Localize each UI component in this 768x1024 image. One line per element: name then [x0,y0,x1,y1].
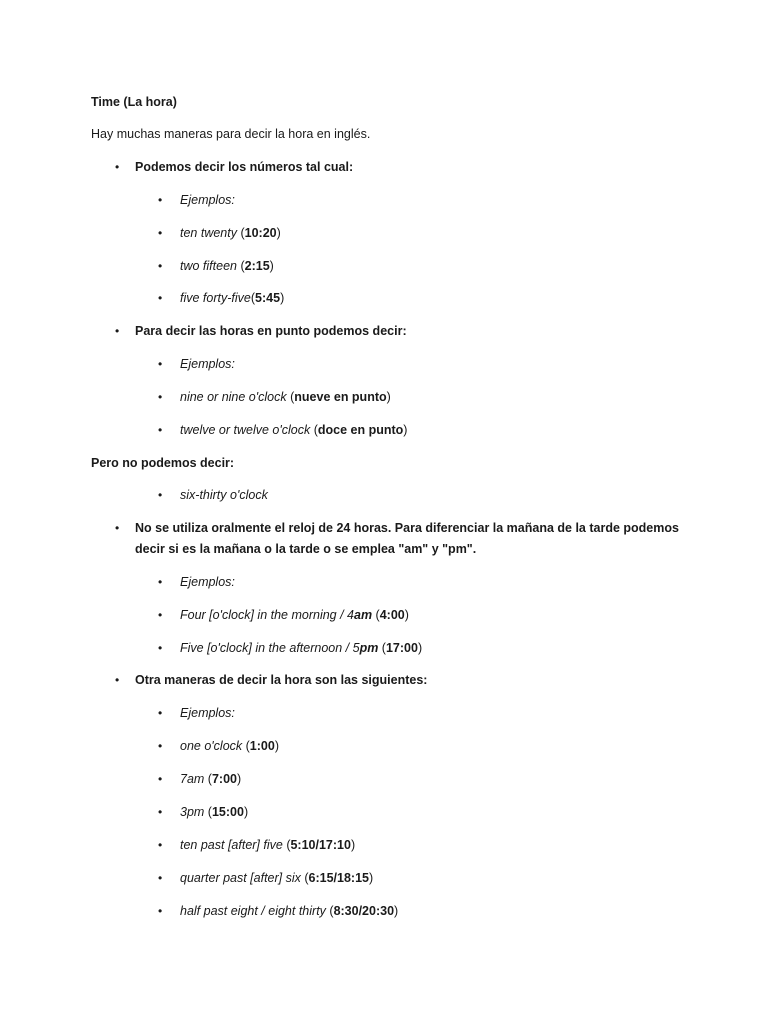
bullet-icon: • [158,871,163,885]
bullet-icon: • [115,160,120,174]
page-title: Time (La hora) [91,95,177,109]
bullet-icon: • [158,772,163,786]
bullet-icon: • [158,641,163,655]
bullet-icon: • [158,706,163,720]
bullet-icon: • [158,805,163,819]
bullet-icon: • [115,673,120,687]
bullet-icon: • [158,608,163,622]
pero-heading: Pero no podemos decir: [91,456,235,470]
bullet-icon: • [158,488,163,502]
bullet-icon: • [158,739,163,753]
bullet-icon: • [158,357,163,371]
bullet-icon: • [158,193,163,207]
bullet-icon: • [158,291,163,305]
bullet-icon: • [158,226,163,240]
bullet-icon: • [115,521,120,535]
bullet-icon: • [115,324,120,338]
bullet-icon: • [158,575,163,589]
intro-paragraph: Hay muchas maneras para decir la hora en inglés. [91,127,371,141]
bullet-icon: • [158,423,163,437]
bullet-icon: • [158,390,163,404]
bullet-icon: • [158,904,163,918]
document-page: Time (La hora) Hay muchas maneras para decir la hora en inglés. • Podemos decir los números tal cual: • Ejemplos: • ten twenty (10:20) • two fifteen (2:15) • five forty-five(5:45) • Para decir las horas en punto podemos decir: • Ejemplos: • nine or nine o'clock (nueve en punto) • twelve or twelve o'clock (doce en punto) Pero no podemos decir: • six-thirty o'clock • No se utiliza oralmente el reloj de 24 horas. Para diferenciar la mañana de la tarde podemos decir si es la mañana o la tarde o se emplea "am" y "pm". • Ejemplos: • Four [o'clock] in the morning / 4am (4:00) • Five [o'clock] in the afternoon / 5pm (17:00) • Otra maneras de decir la hora son las siguientes: • Ejemplos: • one o'clock (1:00) • 7am (7:00) • 3pm (15:00) • ten past [after] five (5:10/17:10) • quarter past [after] six (6:15/18:15) • half past eight / eight thirty (8:30/20:30) [91,95,679,918]
bullet-icon: • [158,838,163,852]
bullet-icon: • [158,259,163,273]
